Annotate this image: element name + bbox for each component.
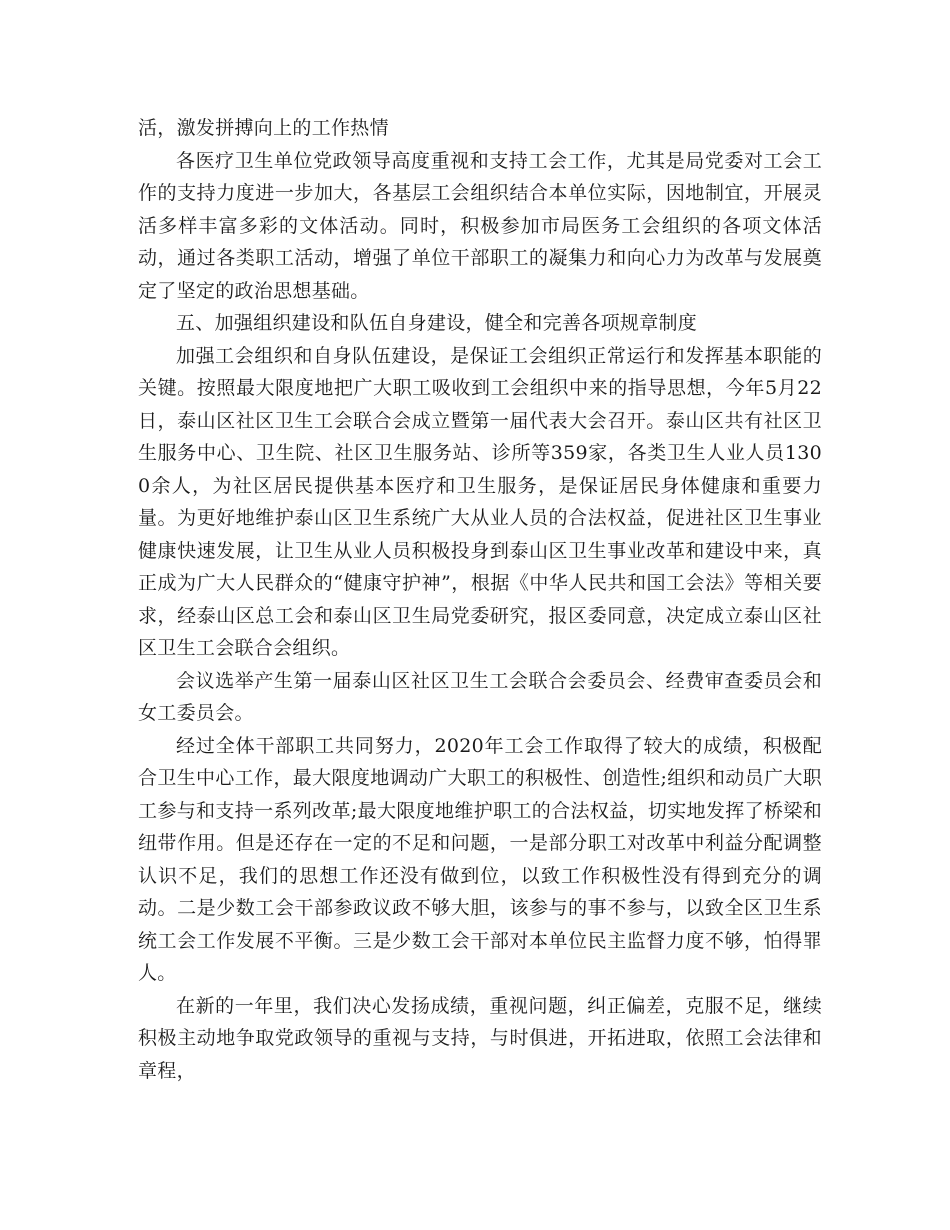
section-heading-organization: 五、加强组织建设和队伍自身建设，健全和完善各项规章制度 xyxy=(176,312,698,334)
document-body xyxy=(138,112,822,1087)
paragraph-achievements-problems: 经过全体干部职工共同努力，2020年工会工作取得了较大的成绩，积极配合卫生中心工作，最大限度地调动广大职工的积极性、创造性;组织和动员广大职工参与和支持一系列改革;最大限度地维护职工的合法权益，切实地发挥了桥梁和纽带作用。但是还存在一定的不足和问题，一是部分职工对改革中利益分配调整认识不足，我们的思想工作还没有做到位，以致工作积极性没有得到充分的调动。二是少数工会干部参政议政不够大胆，该参与的事不参与，以致全区卫生系统工会工作发展不平衡。三是少数工会干部对本单位民主监督力度不够，怕得罪人。 xyxy=(138,734,822,984)
paragraph-union-founding: 加强工会组织和自身队伍建设，是保证工会组织正常运行和发挥基本职能的关键。按照最大限度地把广大职工吸收到工会组织中来的指导思想，今年5月22日，泰山区社区卫生工会联合会成立暨第一届代表大会召开。泰山区共有社区卫生服务中心、卫生院、社区卫生服务站、诊所等359家，各类卫生人业人员1300余人，为社区居民提供基本医疗和卫生服务，是保证居民身体健康和重要力量。为更好地维护泰山区卫生系统广大从业人员的合法权益，促进社区卫生事业健康快速发展，让卫生从业人员积极投身到泰山区卫生事业改革和建设中来，真正成为广大人民群众的“健康守护神”，根据《中华人民共和国工会法》等相关要求，经泰山区总工会和泰山区卫生局党委研究，报区委同意，决定成立泰山区社区卫生工会联合会组织。 xyxy=(138,344,822,659)
paragraph-new-year: 在新的一年里，我们决心发扬成绩，重视问题，纠正偏差，克服不足，继续积极主动地争取党政领导的重视与支持，与时俱进，开拓进取，依照工会法律和章程， xyxy=(138,994,822,1082)
paragraph-cultural-activities: 各医疗卫生单位党政领导高度重视和支持工会工作，尤其是局党委对工会工作的支持力度进一步加大，各基层工会组织结合本单位实际，因地制宜，开展灵活多样丰富多彩的文体活动。同时，积极参加市局医务工会组织的各项文体活动，通过各类职工活动，增强了单位干部职工的凝集力和向心力为改革与发展奠定了坚定的政治思想基础。 xyxy=(138,149,822,302)
paragraph-election: 会议选举产生第一届泰山区社区卫生工会联合会委员会、经费审查委员会和女工委员会。 xyxy=(138,669,822,724)
paragraph-continuation: 活，激发拼搏向上的工作热情 xyxy=(138,117,389,139)
